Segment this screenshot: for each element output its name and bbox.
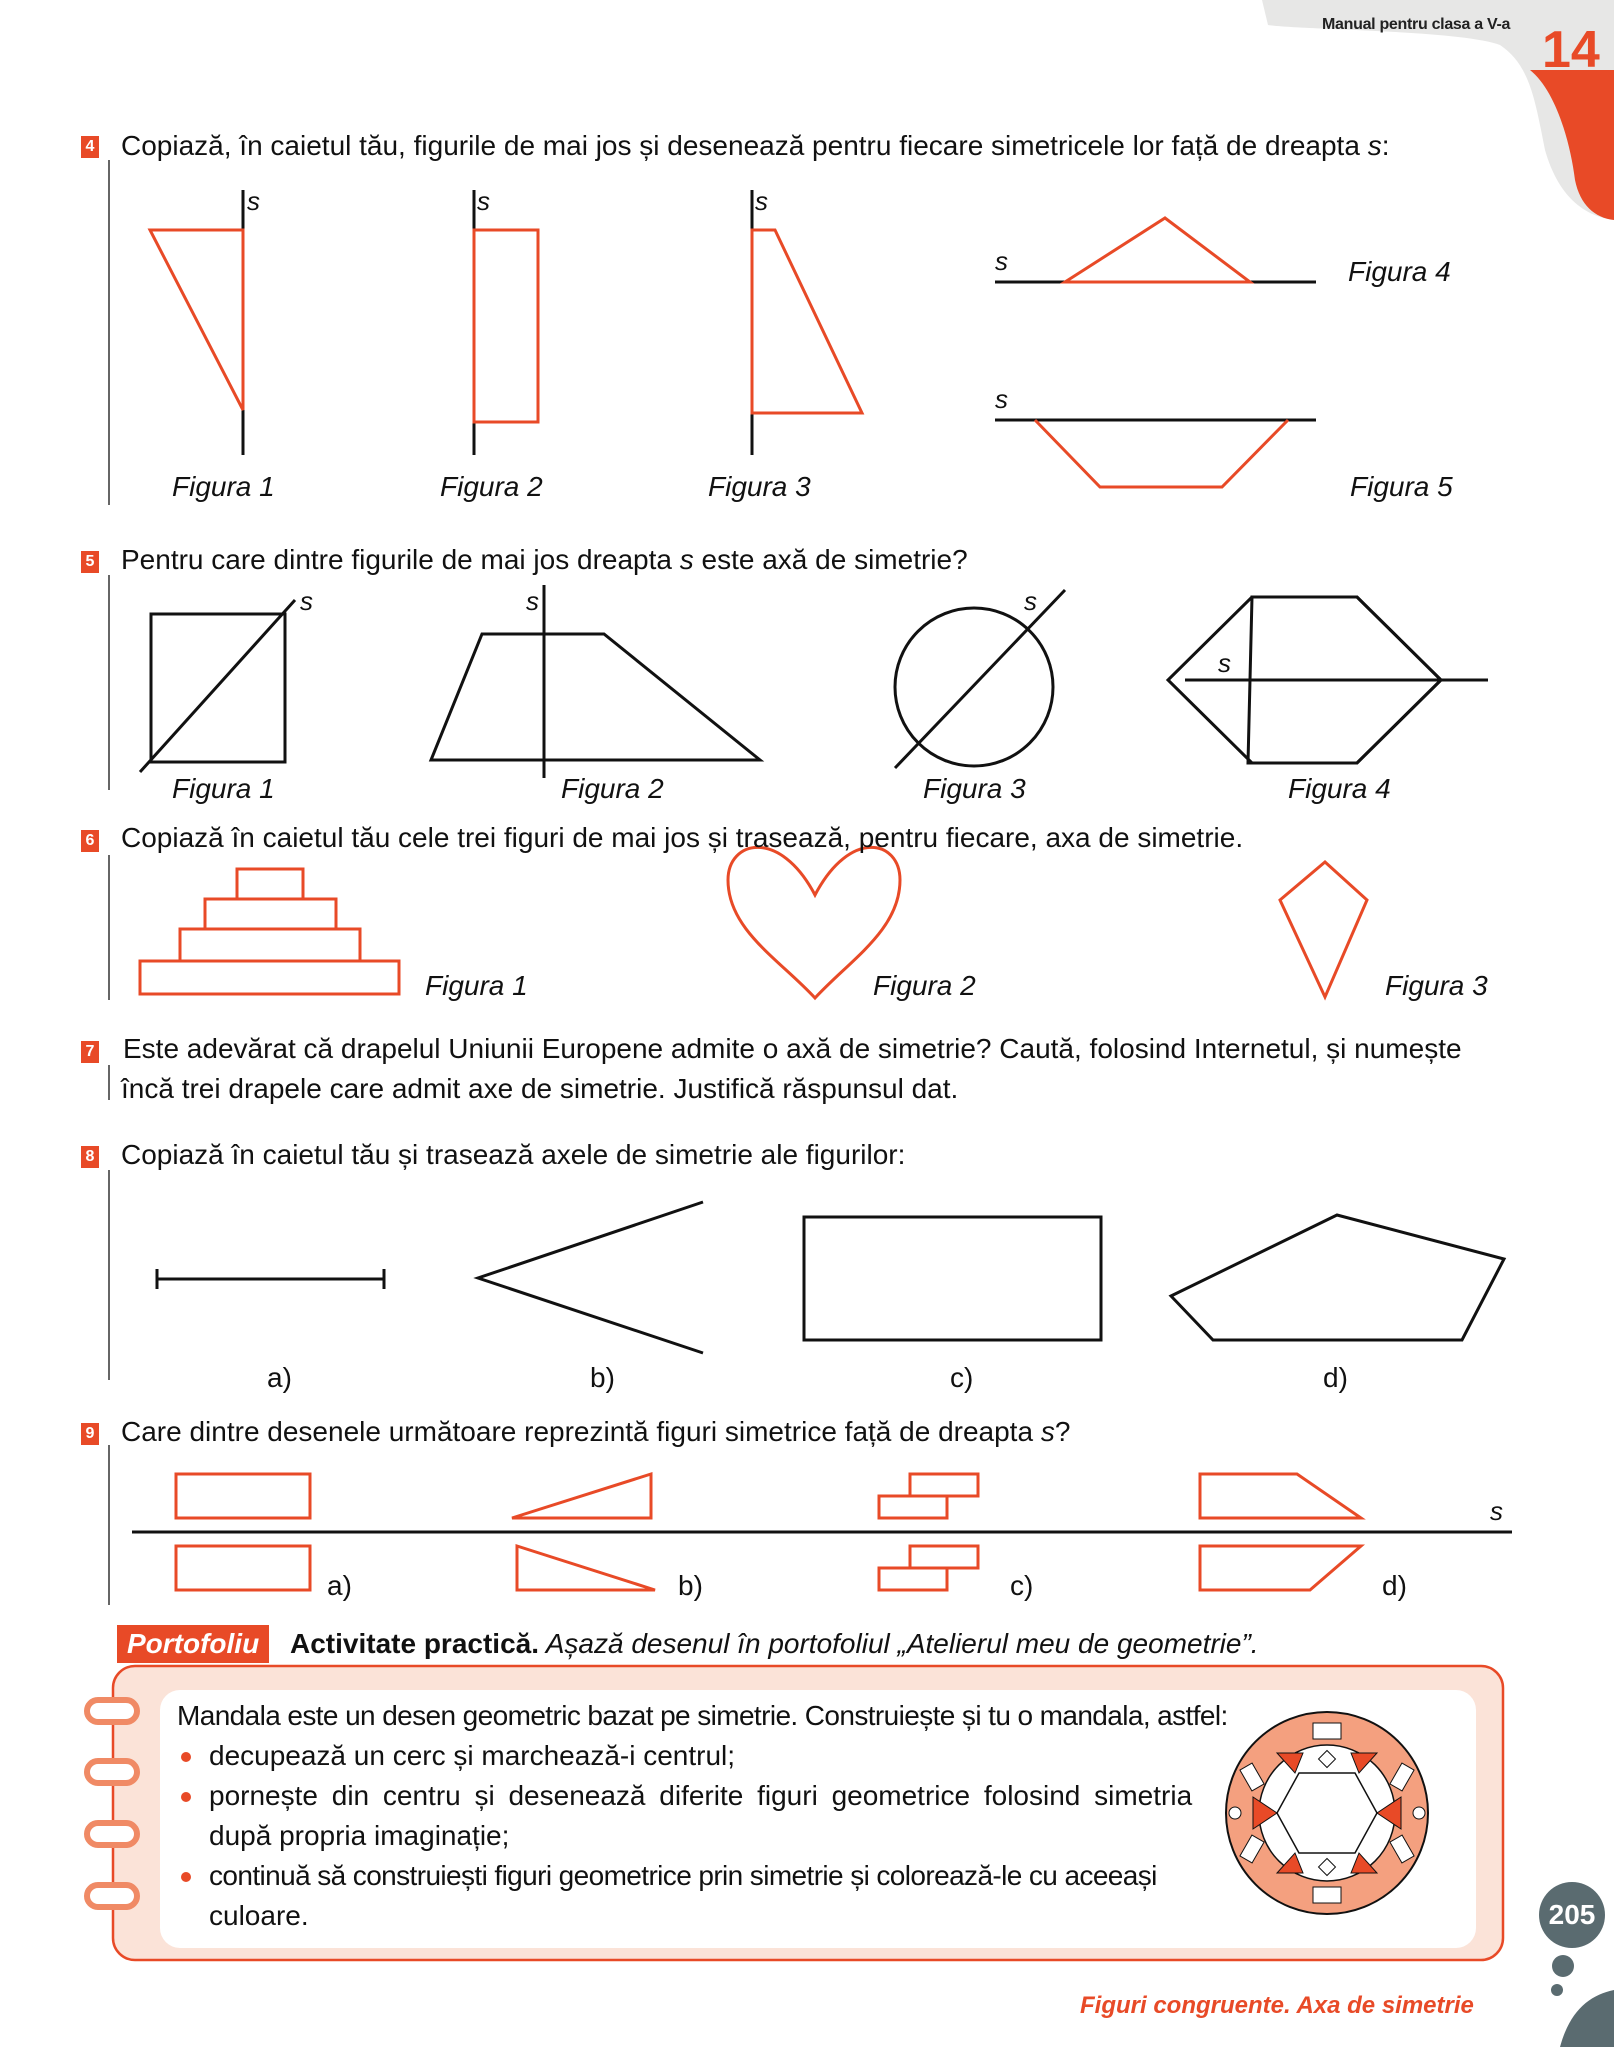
- bullet-2-text-2: după propria imaginație;: [209, 1820, 510, 1851]
- ex4-text-end: :: [1381, 130, 1390, 161]
- ex4-s-label-1: s: [247, 186, 260, 216]
- ex4-figure-1: [150, 190, 243, 455]
- ex5-s: s: [679, 544, 694, 575]
- bullet-3: [181, 1872, 191, 1882]
- ex4-figure-3-label: Figura 3: [708, 471, 811, 502]
- ex4-question: [121, 130, 1389, 162]
- ex9-question: [121, 1416, 1070, 1448]
- ex5-s-label-1: s: [300, 586, 313, 616]
- ex8-label-b: b): [590, 1362, 615, 1393]
- ex9-label-c: c): [1010, 1570, 1034, 1601]
- exercise-number-6: 6: [81, 830, 99, 852]
- ex5-figure-3: [895, 590, 1065, 768]
- ex9-label-d: d): [1382, 1570, 1407, 1601]
- ex8-rectangle-c: [804, 1217, 1101, 1340]
- ex9-text: Care dintre desenele următoare reprezintă figuri simetrice față de dreapta: [121, 1416, 1041, 1447]
- ex6-figure-2-label: Figura 2: [873, 970, 976, 1001]
- ex7-line-2: încă trei drapele care admit axe de simetrie. Justifică răspunsul dat.: [121, 1073, 959, 1104]
- ex6-figure-3-label: Figura 3: [1385, 970, 1488, 1001]
- ex5-s-label-2: s: [526, 586, 539, 616]
- ex5-s-label-3: s: [1024, 586, 1037, 616]
- ex6-figure-1-label: Figura 1: [425, 970, 528, 1001]
- ex5-figure-2-label: Figura 2: [561, 773, 664, 804]
- ex4-figure-2-label: Figura 2: [440, 471, 543, 502]
- ex4-s-label-5: s: [995, 384, 1008, 414]
- ex5-figure-1: [140, 600, 295, 772]
- ex4-figure-4-label: Figura 4: [1348, 256, 1451, 287]
- ex8-label-a: a): [267, 1362, 292, 1393]
- ex4-figure-2: [474, 190, 538, 455]
- ex6-question: Copiază în caietul tău cele trei figuri de mai jos și trasează, pentru fiecare, axa de simetrie.: [121, 822, 1244, 853]
- exercise-number-8: 8: [81, 1146, 99, 1168]
- ex4-s-label-4: s: [995, 246, 1008, 276]
- exercise-number-5: 5: [81, 551, 99, 573]
- corner-shape-bottom: [1560, 1990, 1614, 2047]
- ex4-s-label-3: s: [755, 186, 768, 216]
- ex4-figure-4: [995, 218, 1316, 282]
- ex5-figure-2: [431, 585, 760, 778]
- portfolio-intro: Mandala este un desen geometric bazat pe simetrie. Construiește și tu o mandala, astfel:: [177, 1700, 1228, 1731]
- ex4-s-label-2: s: [477, 186, 490, 216]
- ex6-figure-1: [140, 869, 399, 994]
- bullet-2: [181, 1792, 191, 1802]
- ex4-text: Copiază, în caietul tău, figurile de mai jos și desenează pentru fiecare simetricele lor față de dreapta: [121, 130, 1368, 161]
- ex9-label-b: b): [678, 1570, 703, 1601]
- manual-title: Manual pentru clasa a V-a: [1322, 16, 1511, 33]
- ex9-label-a: a): [327, 1570, 352, 1601]
- ex7-line-1: Este adevărat că drapelul Uniunii Europene admite o axă de simetrie? Caută, folosind Internetul, și numește: [123, 1033, 1462, 1064]
- exercise-number-9: 9: [81, 1423, 99, 1445]
- ex5-figure-4-label: Figura 4: [1288, 773, 1391, 804]
- ex5-s-label-4: s: [1218, 648, 1231, 678]
- ex9-text-end: ?: [1054, 1416, 1071, 1447]
- ex4-figure-1-label: Figura 1: [172, 471, 275, 502]
- ex5-figure-1-label: Figura 1: [172, 773, 275, 804]
- activity-bold: Activitate practică.: [290, 1628, 539, 1659]
- bullet-3-text-1: continuă să construiești figuri geometrice prin simetrie și colorează-le cu aceeași: [209, 1860, 1157, 1891]
- bullet-1-text: decupează un cerc și marchează-i centrul;: [209, 1740, 736, 1771]
- footer-title: Figuri congruente. Axa de simetrie: [1080, 1992, 1474, 2019]
- ex9-s-label: s: [1490, 1496, 1503, 1526]
- ex8-label-c: c): [950, 1362, 974, 1393]
- ex6-figure-3: [1280, 862, 1367, 997]
- ex4-figure-3: [752, 190, 862, 455]
- mandala-image: [1226, 1712, 1428, 1914]
- ex8-angle-b: [478, 1202, 703, 1353]
- ex4-figure-5-label: Figura 5: [1350, 471, 1453, 502]
- ex8-label-d: d): [1323, 1362, 1348, 1393]
- ex4-figure-5: [995, 420, 1316, 487]
- chapter-number: 14: [1542, 21, 1600, 79]
- ex5-figure-3-label: Figura 3: [923, 773, 1026, 804]
- portfolio-tag: Portofoliu: [117, 1625, 269, 1663]
- page-number: 205: [1539, 1882, 1605, 1948]
- ex5-question: [121, 544, 968, 576]
- ex5-text: Pentru care dintre figurile de mai jos dreapta: [121, 544, 680, 575]
- exercise-number-7: 7: [81, 1041, 99, 1063]
- bullet-3-text-2: culoare.: [209, 1900, 309, 1931]
- ex5-figure-4: [1168, 597, 1488, 763]
- activity-italic: Așază desenul în portofoliul „Atelierul meu de geometrie”.: [539, 1628, 1259, 1659]
- portfolio-activity: [290, 1628, 1259, 1660]
- exercise-number-4: 4: [81, 136, 99, 158]
- ex8-pentagon-d: [1171, 1215, 1504, 1340]
- ex8-question: Copiază în caietul tău și trasează axele de simetrie ale figurilor:: [121, 1139, 906, 1170]
- ex4-s: s: [1367, 130, 1382, 161]
- bullet-1: [181, 1752, 191, 1762]
- ex8-segment-a: [157, 1269, 384, 1289]
- ex5-text-end: este axă de simetrie?: [693, 544, 968, 575]
- ex9-s: s: [1040, 1416, 1055, 1447]
- bullet-2-text-1: pornește din centru și desenează diferite figuri geometrice folosind simetria: [209, 1780, 1193, 1811]
